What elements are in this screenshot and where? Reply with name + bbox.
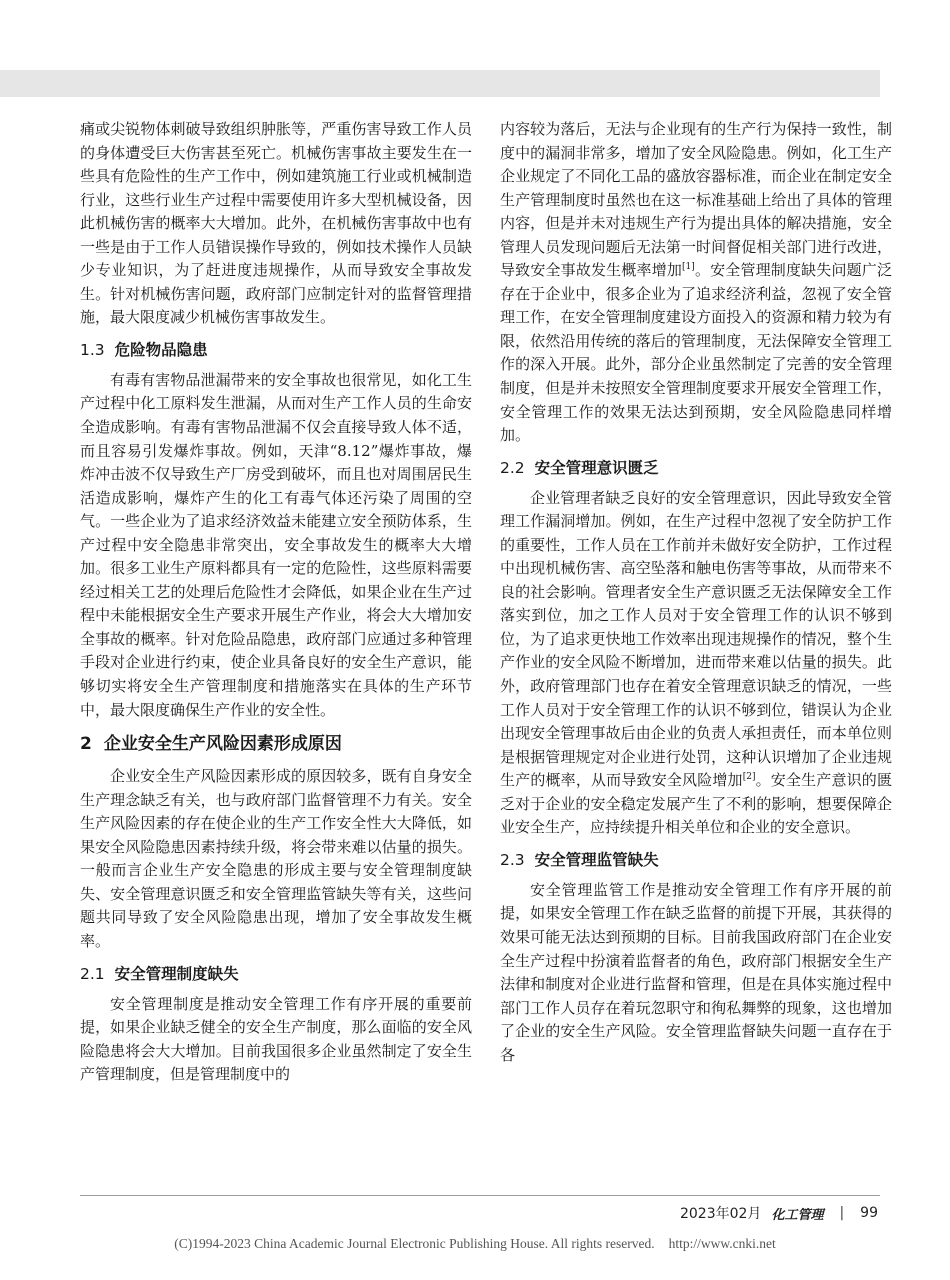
paragraph: 痛或尖锐物体刺破导致组织肿胀等，严重伤害导致工作人员的身体遭受巨大伤害甚至死亡。机械伤害事故主要发生在一些具有危险性的生产工作中，例如建筑施工行业或机械制造行业，这些行业生产过程中需要使用许多大型机械设备，因此机械伤害的概率大大增加。此外，在机械伤害事故中也有一些是由于工作人员错误操作导致的，例如技术操作人员缺少专业知识，为了赶进度违规操作，从而导致安全事故发生。针对机械伤害问题，政府部门应制定针对的监督管理措施，最大限度减少机械伤害事故发生。 xyxy=(80,120,472,327)
section-heading-2 xyxy=(80,732,472,756)
journal-name: 化工管理 xyxy=(771,1207,824,1223)
page-footer xyxy=(680,1202,878,1224)
section-title: 危险物品隐患 xyxy=(114,340,208,359)
subsection-heading-2-3 xyxy=(500,849,892,871)
footer-divider xyxy=(80,1195,880,1196)
left-column xyxy=(80,118,472,1087)
copyright-text: (C)1994-2023 China Academic Journal Electronic Publishing House. All rights reserved. xyxy=(174,1236,655,1251)
subsection-heading-2-1 xyxy=(80,963,472,985)
section-title: 安全管理制度缺失 xyxy=(114,964,239,983)
paragraph: 安全管理制度是推动安全管理工作有序开展的重要前提，如果企业缺乏健全的安全生产制度，那么面临的安全风险隐患将会大大增加。目前我国很多企业虽然制定了安全生产管理制度，但是管理制度中的 xyxy=(80,994,472,1084)
paragraph-text: 企业管理者缺乏良好的安全管理意识，因此导致安全管理工作漏洞增加。例如，在生产过程中忽视了安全防护工作的重要性，工作人员在工作前并未做好安全防护，工作过程中出现机械伤害、高空坠落和触电伤害等事故，从而带来不良的社会影响。管理者安全生产意识匮乏无法保障安全工作落实到位，加之工作人员对于安全管理工作的认识不够到位，为了追求更快地工作效率出现违规操作的情况，整个生产作业的安全风险不断增加，进而带来难以估量的损失。此外，政府管理部门也存在着安全管理意识缺乏的情况，一些工作人员对于安全管理工作的认识不够到位，错误认为企业出现安全管理事故后由企业的负责人承担责任，而本单位则是根据管理规定对企业进行处罚，这种认识增加了企业违规生产的概率，从而导致安全风险增加 xyxy=(500,488,892,790)
section-title: 安全管理意识匮乏 xyxy=(534,458,659,477)
paragraph: 安全管理监管工作是推动安全管理工作有序开展的前提，如果安全管理工作在缺乏监督的前提下开展，其获得的效果可能无法达到预期的目标。目前我国政府部门在企业安全生产过程中扮演着监督者的角色，政府部门根据安全生产法律和制度对企业进行监督和管理，但是在具体实施过程中部门工作人员存在着玩忽职守和徇私舞弊的现象，这也增加了企业的安全生产风险。安全管理监督缺失问题一直存在于各 xyxy=(500,880,892,1064)
section-number: 2.1 xyxy=(80,964,105,983)
paragraph: 有毒有害物品泄漏带来的安全事故也很常见，如化工生产过程中化工原料发生泄漏，从而对生产工作人员的生命安全造成影响。有毒有害物品泄漏不仅会直接导致人体不适，而且容易引发爆炸事故。例如，天津“8.12”爆炸事故，爆炸冲击波不仅导致生产厂房受到破坏，而且也对周围居民生活造成影响，爆炸产生的化工有毒气体还污染了周围的空气。一些企业为了追求经济效益未能建立安全预防体系，生产过程中安全隐患非常突出，安全事故发生的概率大大增加。很多工业生产原料都具有一定的危险性，这些原料需要经过相关工艺的处理后危险性才会降低，如果企业在生产过程中未能根据安全生产要求开展生产作业，将会大大增加安全事故的概率。针对危险品隐患，政府部门应通过多种管理手段对企业进行约束，使企业具备良好的安全生产意识，能够切实将安全生产管理制度和措施落实在具体的生产环节中，最大限度确保生产作业的安全性。 xyxy=(80,370,472,719)
paragraph-text: 。安全管理制度缺失问题广泛存在于企业中，很多企业为了追求经济利益，忽视了安全管理工作，在安全管理制度建设方面投入的资源和精力较为有限，依然沿用传统的落后的管理制度，无法保障安全管理工作的深入开展。此外，部分企业虽然制定了完善的安全管理制度，但是并未按照安全管理制度要求开展安全管理工作，安全管理工作的效果无法达到预期，安全风险隐患同样增加。 xyxy=(500,261,892,445)
section-number: 2.2 xyxy=(500,458,525,477)
paragraph: 企业安全生产风险因素形成的原因较多，既有自身安全生产理念缺乏有关，也与政府部门监督管理不力有关。安全生产风险因素的存在使企业的生产工作安全性大大降低，如果安全风险隐患因素持续升级，将会带来难以估量的损失。一般而言企业生产安全隐患的形成主要与安全管理制度缺失、安全管理意识匮乏和安全管理监管缺失等有关，这些问题共同导致了安全风险隐患出现，增加了安全事故发生概率。 xyxy=(80,767,472,950)
copyright-url: http://www.cnki.net xyxy=(668,1236,776,1251)
section-title: 安全管理监管缺失 xyxy=(534,850,659,869)
citation-ref: [1] xyxy=(682,262,695,273)
section-number: 1.3 xyxy=(80,340,105,359)
section-title: 企业安全生产风险因素形成原因 xyxy=(103,734,342,755)
paragraph xyxy=(500,118,892,448)
subsection-heading-2-2 xyxy=(500,457,892,479)
page-number: 99 xyxy=(860,1205,878,1221)
paragraph-text: 。安全生产意识的匮乏对于企业的安全稳定发展产生了不利的影响，想要保障企业安全生产，应持续提升相关单位和企业的安全意识。 xyxy=(500,771,892,837)
issue-date: 2023年02月 xyxy=(679,1206,762,1222)
copyright-line xyxy=(0,1236,950,1252)
citation-ref: [2] xyxy=(742,772,756,783)
section-number: 2 xyxy=(80,734,92,755)
header-band xyxy=(0,70,880,97)
paragraph xyxy=(500,487,892,840)
paragraph-text: 内容较为落后，无法与企业现有的生产行为保持一致性，制度中的漏洞非常多，增加了安全风险隐患。例如，化工生产企业规定了不同化工品的盛放容器标准，而企业在制定安全生产管理制度时虽然也在这一标准基础上给出了具体的管理内容，但是并未对违规生产行为提出具体的解决措施，安全管理人员发现问题后无法第一时间督促相关部门进行改进，导致安全事故发生概率增加 xyxy=(500,120,892,280)
subsection-heading-1-3 xyxy=(80,339,472,361)
section-number: 2.3 xyxy=(500,850,525,869)
footer-separator: | xyxy=(839,1205,845,1221)
right-column xyxy=(500,118,892,1067)
